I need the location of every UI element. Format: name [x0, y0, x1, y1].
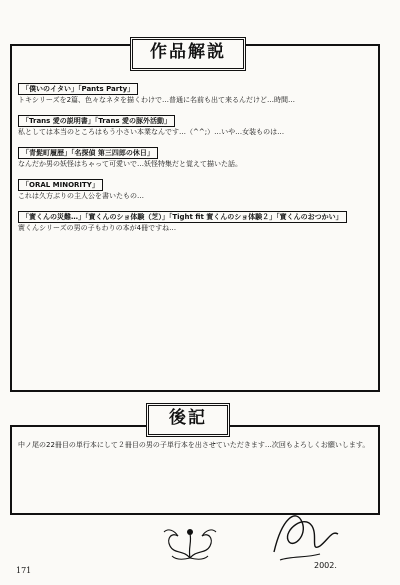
section-text: 實くんシリーズの男の子もわりの本が4冊ですね… — [18, 224, 177, 232]
commentary-box — [10, 44, 380, 392]
section-text: なんだか男の妖怪はちゃって可愛いで…妖怪特集だと覚えて描いた話。 — [18, 160, 242, 168]
commentary-section — [18, 204, 372, 233]
commentary-section — [18, 108, 372, 137]
afterword-text: 中ノ尾の22冊目の単行本にして２冊目の男の子単行本を出させていただきます…次回もよろしくお願いします。 — [18, 441, 370, 449]
section-header: 「僕いのイタい」「Pants Party」 — [18, 83, 138, 95]
commentary-section — [18, 172, 372, 201]
section-header: 「青髭町履歴」「名探偵 第三四郎の休日」 — [18, 147, 158, 159]
section-header: 「ORAL MINORITY」 — [18, 179, 103, 191]
afterword-title: 後記 — [146, 403, 230, 437]
commentary-title: 作品解説 — [130, 37, 246, 71]
section-header: 「Trans 愛の説明書」「Trans 愛の豚外活動」 — [18, 115, 175, 127]
section-text: 私としては本当のところはもう小さい本業なんです…（^^;）…いや…女装ものは… — [18, 128, 285, 136]
section-text: トキシリーズを2篇、色々なネタを描くわけで…普通に名前も出て来るんだけど…時間… — [18, 96, 296, 104]
commentary-section — [18, 140, 372, 169]
svg-text:2002.: 2002. — [314, 561, 337, 570]
commentary-section — [18, 76, 372, 105]
section-text: これは久方ぶりの主人公を書いたもの… — [18, 192, 144, 200]
ornament-icon — [150, 520, 230, 562]
section-header: 「實くんの災難…」「實くんのショ体験（芝）」「Tight fit 實くんのショ体験２」「實くんのおつかい」 — [18, 211, 347, 223]
commentary-body — [18, 76, 372, 384]
page-number: 171 — [16, 566, 32, 575]
signature-image — [262, 500, 352, 575]
